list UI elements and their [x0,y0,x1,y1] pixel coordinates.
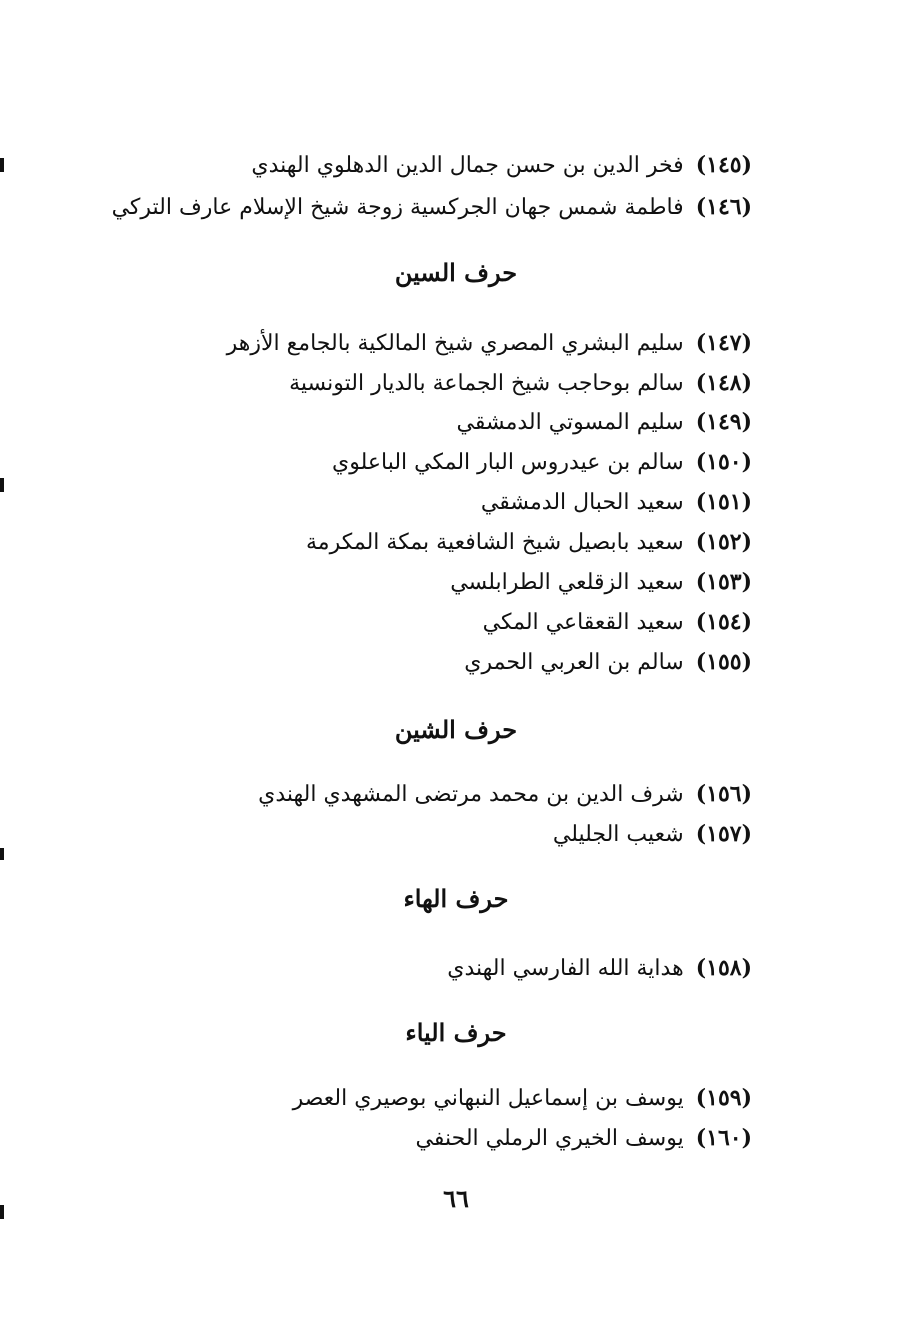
list-item [112,192,752,223]
entry-number: (١٥٧) [695,821,752,847]
list-item [553,819,752,850]
entry-number: (١٥٨) [695,955,752,981]
list-item [481,487,752,518]
entry-name: فخر الدين بن حسن جمال الدين الدهلوي الهندي [251,153,684,178]
scan-edge-mark [0,848,4,860]
list-item [450,567,752,598]
list-item [258,779,752,810]
entry-number: (١٥١) [695,489,752,515]
list-item [464,647,752,678]
entry-number: (١٥٦) [695,781,752,807]
entry-number: (١٥٠) [695,449,752,475]
entry-name: سعيد القعقاعي المكي [482,610,684,635]
scan-edge-mark [0,478,4,492]
list-item [289,368,752,399]
entry-name: يوسف الخيري الرملي الحنفي [415,1126,684,1151]
entry-number: (١٤٦) [695,194,752,220]
entry-name: فاطمة شمس جهان الجركسية زوجة شيخ الإسلام عارف التركي [111,195,684,220]
entry-name: سالم بن عيدروس البار المكي الباعلوي [332,450,684,475]
entry-name: سليم البشري المصري شيخ المالكية بالجامع الأزهر [226,331,684,356]
list-item [456,407,752,438]
list-item [447,953,752,984]
entry-name: شعيب الجليلي [552,822,684,847]
section-heading: حرف الشين [394,715,518,744]
section-heading: حرف السين [394,258,518,287]
entry-name: سعيد بابصيل شيخ الشافعية بمكة المكرمة [306,530,684,555]
scan-edge-mark [0,158,4,172]
entry-number: (١٥٩) [695,1085,752,1111]
entry-number: (١٦٠) [695,1125,752,1151]
entry-name: سعيد الحبال الدمشقي [480,490,684,515]
list-item [306,527,752,558]
entry-name: سليم المسوتي الدمشقي [456,410,684,435]
entry-name: سالم بن العربي الحمري [464,650,684,675]
entry-number: (١٥٤) [695,609,752,635]
entry-name: يوسف بن إسماعيل النبهاني بوصيري العصر [292,1086,684,1111]
list-item [293,1083,752,1114]
entry-number: (١٤٥) [695,152,752,178]
section-heading: حرف الياء [405,1018,507,1047]
entry-name: هداية الله الفارسي الهندي [447,956,684,981]
list-item [416,1123,752,1154]
list-item [251,150,752,181]
entry-number: (١٤٧) [695,330,752,356]
entry-name: شرف الدين بن محمد مرتضى المشهدي الهندي [258,782,684,807]
entry-number: (١٥٣) [695,569,752,595]
list-item [227,328,752,359]
list-item [332,447,752,478]
page-number: ٦٦ [443,1184,469,1213]
section-heading: حرف الهاء [403,884,509,913]
entry-name: سالم بوحاجب شيخ الجماعة بالديار التونسية [289,371,684,396]
entry-name: سعيد الزقلعي الطرابلسي [450,570,684,595]
entry-number: (١٤٩) [695,409,752,435]
list-item [483,607,752,638]
entry-number: (١٥٢) [695,529,752,555]
entry-number: (١٥٥) [695,649,752,675]
entry-number: (١٤٨) [695,370,752,396]
